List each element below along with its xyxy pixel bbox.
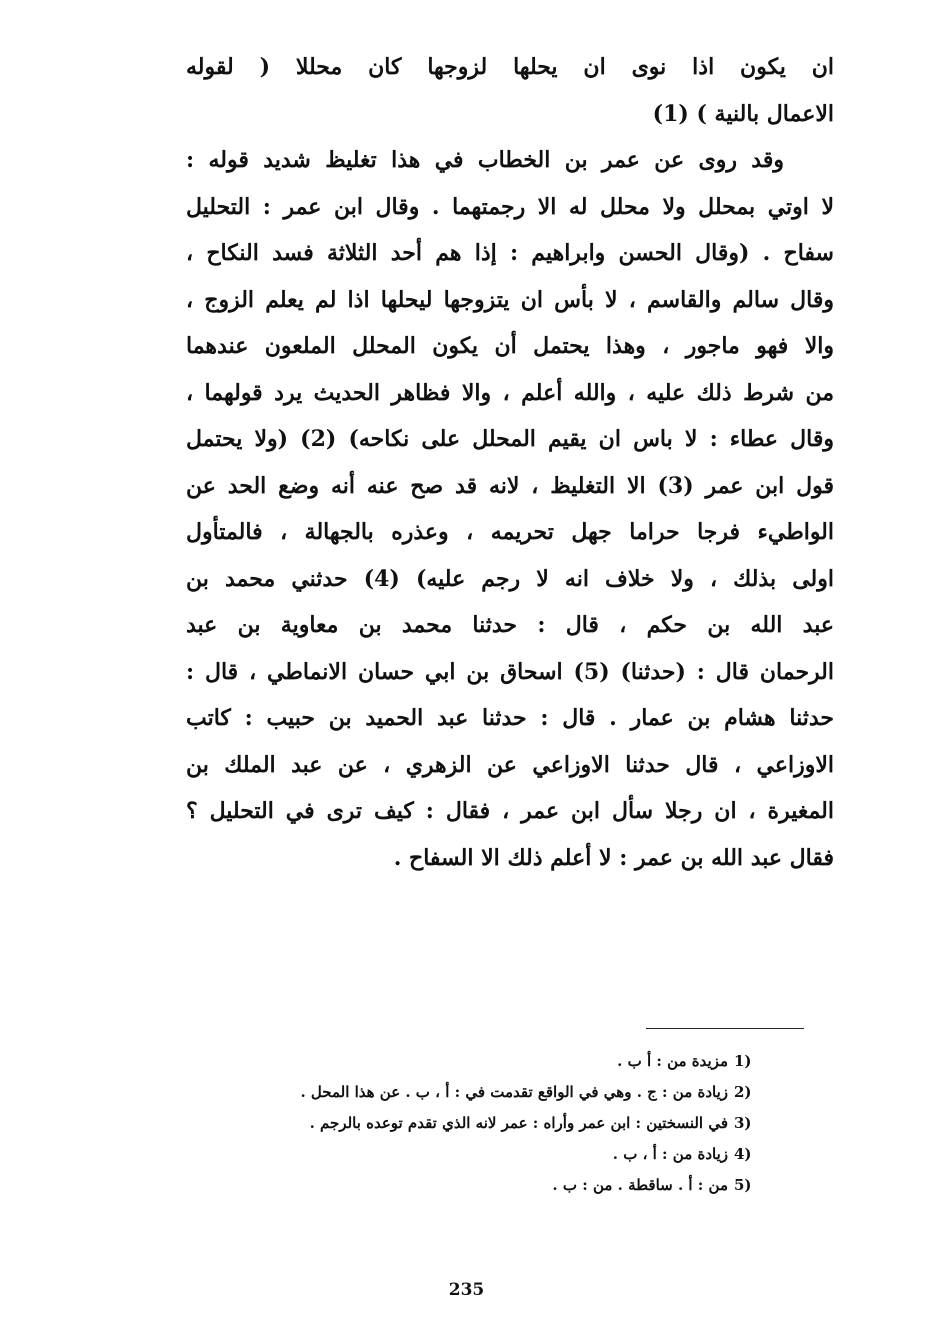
- footnote: [160, 1108, 760, 1139]
- text-line: الرحمان قال : (حدثنا) (5) اسحاق بن ابي حسان الانماطي ، قال :: [186, 658, 834, 685]
- text-line: سفاح . (وقال الحسن وابراهيم : إذا هم أحد الثلاثة فسد النكاح ،: [186, 240, 834, 266]
- footnote-text: زيادة من : أ ، ب .: [612, 1145, 728, 1163]
- text-line: ان يكون اذا نوى ان يحلها لزوجها كان محللا ( لقوله: [186, 54, 834, 80]
- footnote-text: زيادة من : ج . وهي في الواقع تقدمت في : أ ، ب . عن هذا المحل .: [300, 1083, 728, 1101]
- footnote: [160, 1170, 760, 1201]
- text-line: الاعمال بالنية ) (1): [652, 100, 834, 127]
- footnote-number: 4): [734, 1145, 752, 1163]
- footnote-text: مزيدة من : أ ب .: [617, 1052, 728, 1070]
- text-line: وقال سالم والقاسم ، لا بأس ان يتزوجها ليحلها اذا لم يعلم الزوج ،: [186, 286, 834, 313]
- text-line: المغيرة ، ان رجلا سأل ابن عمر ، فقال : كيف ترى في التحليل ؟: [186, 798, 834, 824]
- footnote-divider: [646, 1028, 804, 1029]
- page-number: 235: [448, 1280, 485, 1300]
- text-line: الواطيء فرجا حراما جهل تحريمه ، وعذره بالجهالة ، فالمتأول: [186, 519, 834, 545]
- text-line: لا اوتي بمحلل ولا محلل له الا رجمتهما . وقال ابن عمر : التحليل: [186, 193, 834, 220]
- text-line: الاوزاعي ، قال حدثنا الاوزاعي عن الزهري ، عن عبد الملك بن: [186, 751, 834, 778]
- footnote: [160, 1077, 760, 1108]
- footnotes: [160, 1046, 760, 1201]
- text-line: من شرط ذلك عليه ، والله أعلم ، والا فظاهر الحديث يرد قولهما ،: [186, 379, 834, 406]
- footnote-number: 1): [734, 1052, 752, 1070]
- footnote-number: 5): [734, 1176, 752, 1194]
- footnote-text: في النسختين : ابن عمر وأراه : عمر لانه الذي تقدم توعده بالرجم .: [309, 1114, 728, 1132]
- footnote: [160, 1046, 760, 1077]
- text-line: قول ابن عمر (3) الا التغليظ ، لانه قد صح عنه أنه وضع الحد عن: [186, 472, 834, 499]
- text-line: وقد روى عن عمر بن الخطاب في هذا تغليظ شديد قوله :: [186, 147, 784, 173]
- text-line: والا فهو ماجور ، وهذا يحتمل أن يكون المحلل الملعون عندهما: [186, 333, 834, 359]
- main-text: [186, 44, 834, 881]
- footnote: [160, 1139, 760, 1170]
- footnote-number: 2): [734, 1083, 752, 1101]
- text-line: حدثنا هشام بن عمار . قال : حدثنا عبد الحميد بن حبيب : كاتب: [186, 705, 834, 731]
- text-line: عبد الله بن حكم ، قال : حدثنا محمد بن معاوية بن عبد: [186, 612, 834, 638]
- footnote-number: 3): [734, 1114, 752, 1132]
- footnote-text: من : أ . ساقطة . من : ب .: [552, 1176, 728, 1194]
- text-line: فقال عبد الله بن عمر : لا أعلم ذلك الا السفاح .: [393, 844, 834, 871]
- text-line: اولى بذلك ، ولا خلاف انه لا رجم عليه) (4) حدثني محمد بن: [186, 565, 834, 592]
- text-line: وقال عطاء : لا باس ان يقيم المحلل على نكاحه) (2) (ولا يحتمل: [186, 426, 834, 452]
